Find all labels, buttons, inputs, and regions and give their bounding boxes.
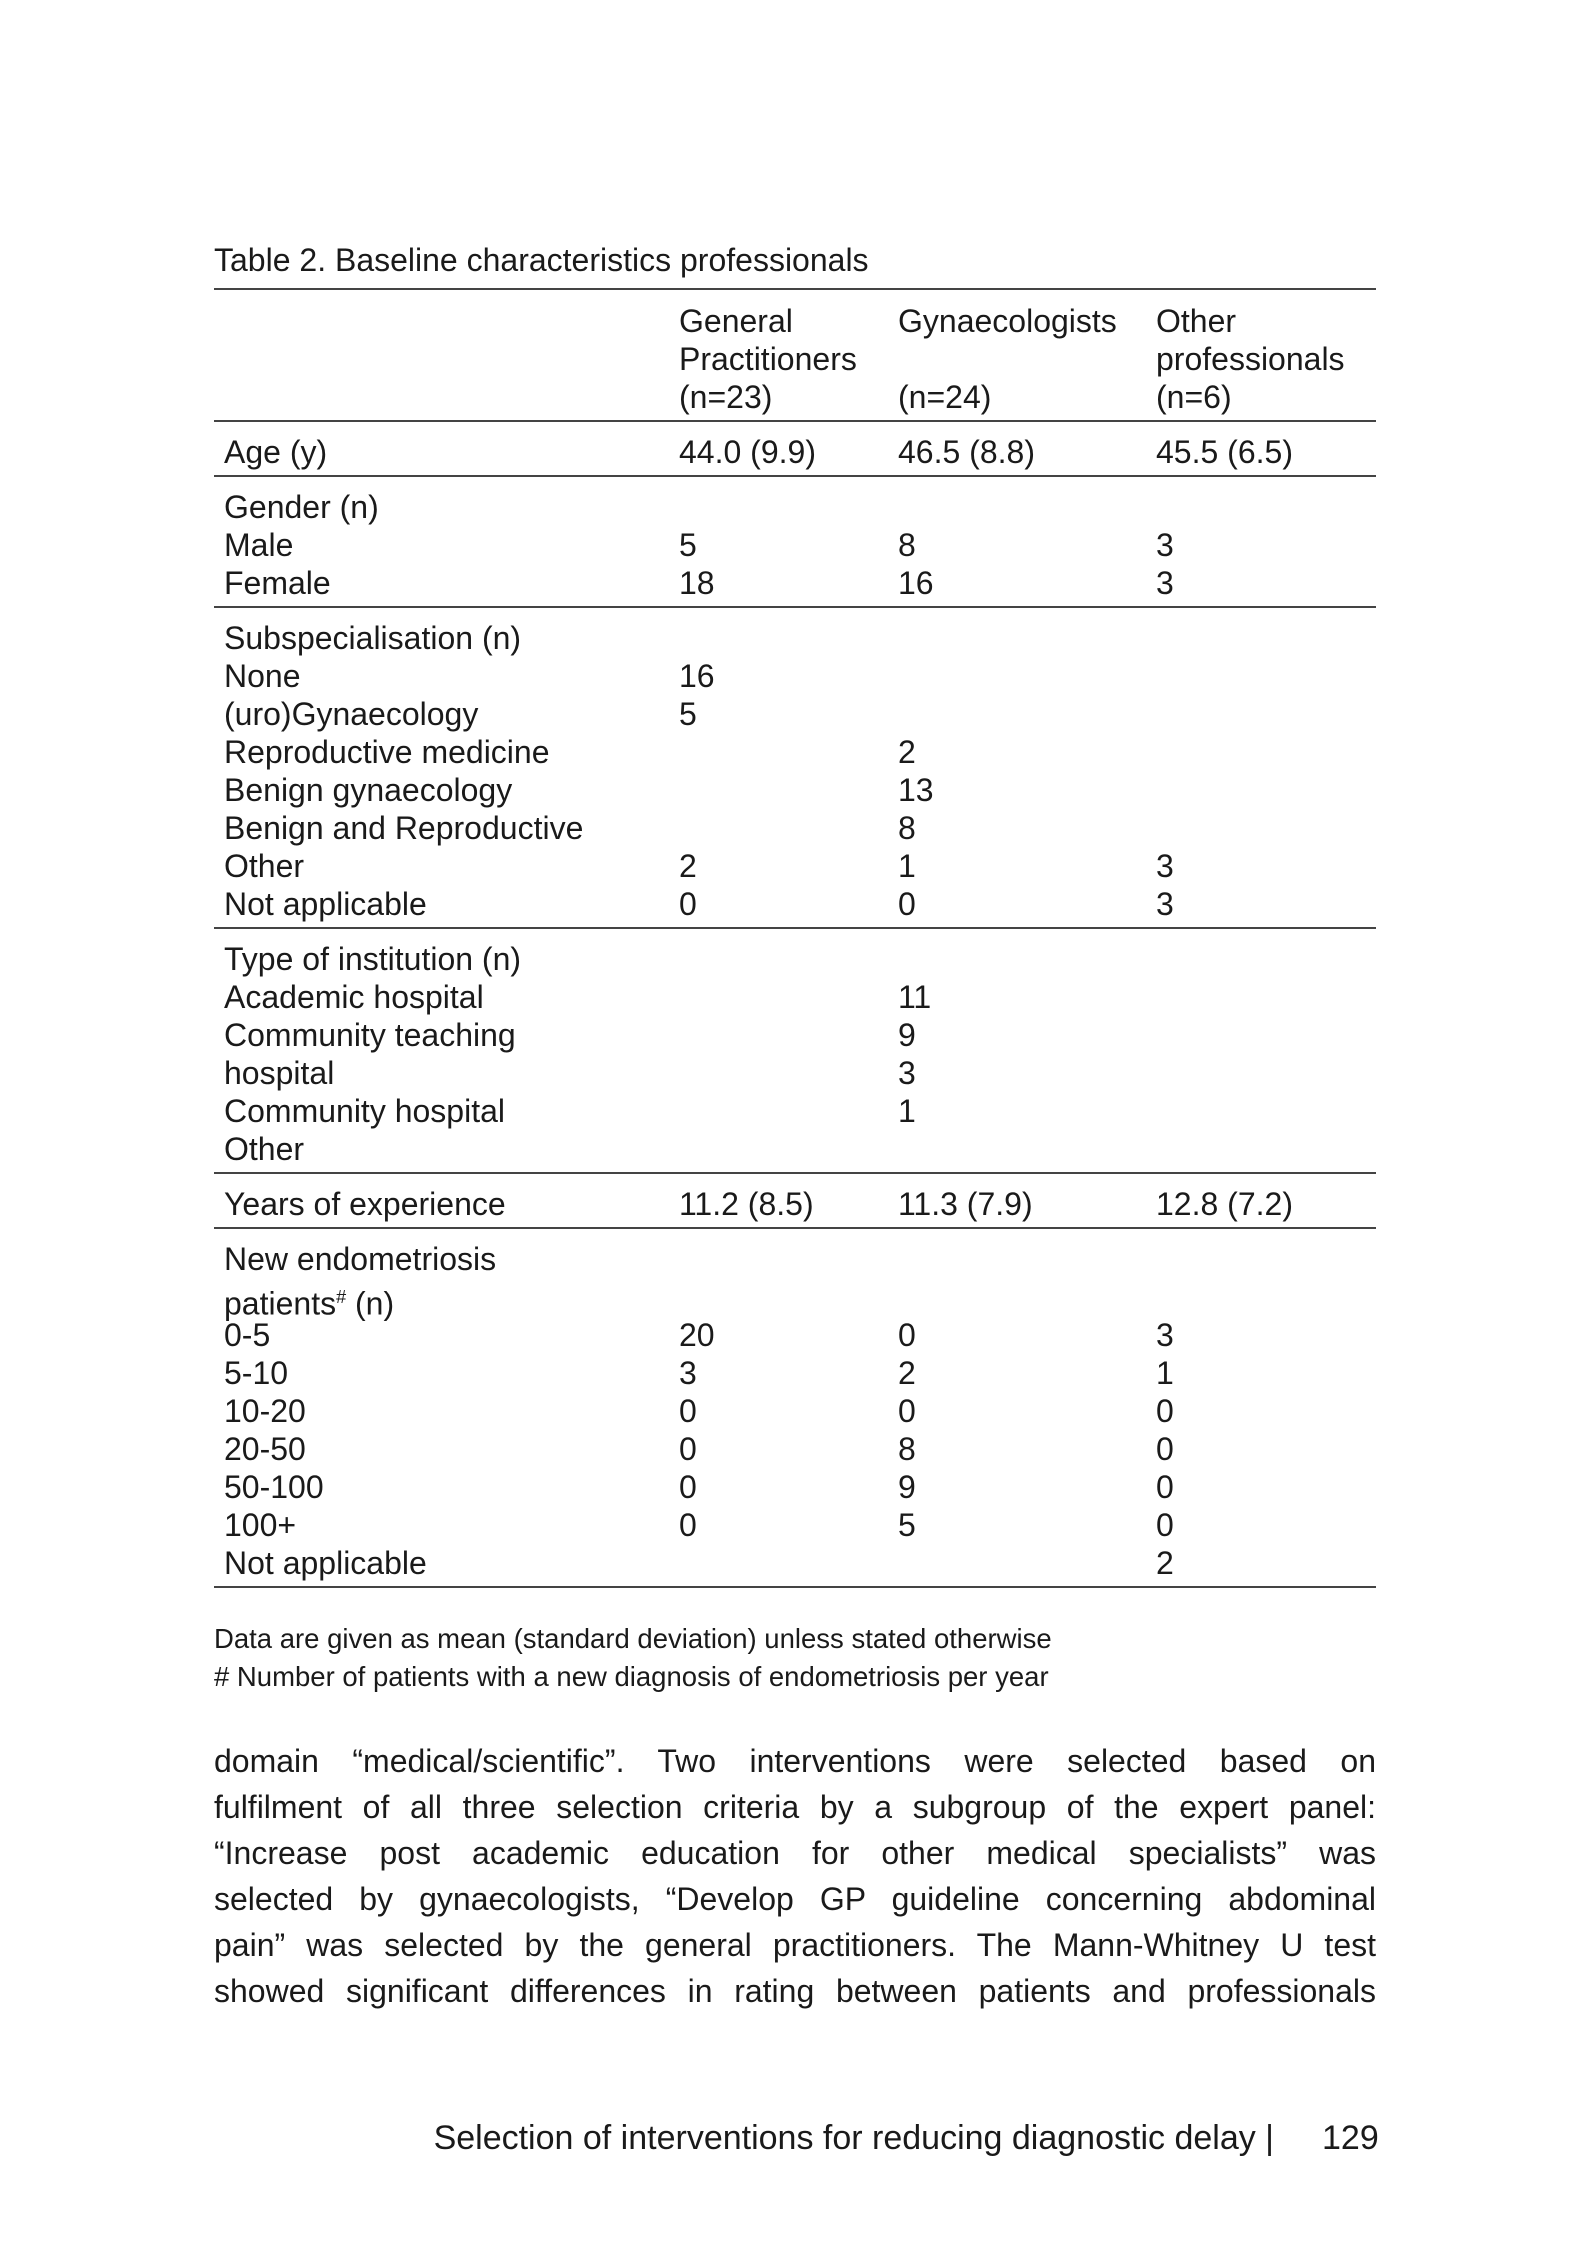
new-patients-row-gyn: 0 bbox=[898, 1317, 916, 1353]
subspec-row-other: 3 bbox=[1156, 886, 1174, 922]
body-text-line: “Increase post academic education for other medical specialists” was bbox=[214, 1835, 1376, 1871]
subspec-row-label: Reproductive medicine bbox=[224, 734, 550, 770]
new-patients-row-other: 3 bbox=[1156, 1317, 1174, 1353]
institution-row-label: hospital bbox=[224, 1055, 335, 1091]
table-bottom-rule bbox=[214, 1586, 1376, 1588]
subspec-row-label: (uro)Gynaecology bbox=[224, 696, 479, 732]
subspec-row-gyn: 1 bbox=[898, 848, 916, 884]
gender-female-gp: 18 bbox=[679, 565, 715, 601]
subspec-row-label: Benign gynaecology bbox=[224, 772, 513, 808]
subspec-row-gp: 5 bbox=[679, 696, 697, 732]
new-patients-row-gp: 0 bbox=[679, 1507, 697, 1543]
header-other-line1: Other bbox=[1156, 303, 1237, 339]
header-gyn-line1: Gynaecologists bbox=[898, 303, 1117, 339]
institution-row-label: Community teaching bbox=[224, 1017, 516, 1053]
subspec-row-gyn: 13 bbox=[898, 772, 934, 808]
row-age-other: 45.5 (6.5) bbox=[1156, 434, 1293, 470]
header-rule bbox=[214, 420, 1376, 422]
new-patients-row-label: 100+ bbox=[224, 1507, 297, 1543]
gender-male-gyn: 8 bbox=[898, 527, 916, 563]
institution-row-gyn: 11 bbox=[898, 979, 932, 1015]
subspec-row-gyn: 2 bbox=[898, 734, 916, 770]
new-patients-row-gp: 20 bbox=[679, 1317, 715, 1353]
new-patients-row-label: 5-10 bbox=[224, 1355, 289, 1391]
running-footer-title: Selection of interventions for reducing diagnostic delay | bbox=[433, 2119, 1274, 2157]
section-rule bbox=[214, 927, 1376, 929]
new-patients-row-gp: 3 bbox=[679, 1355, 697, 1391]
gender-female-label: Female bbox=[224, 565, 331, 601]
new-patients-row-label: Not applicable bbox=[224, 1545, 427, 1581]
new-patients-heading-line2: patients# (n) bbox=[224, 1285, 395, 1322]
header-gp-line2: Practitioners bbox=[679, 341, 857, 377]
subspec-row-gyn: 8 bbox=[898, 810, 916, 846]
subspec-row-label: None bbox=[224, 658, 301, 694]
new-patients-row-gyn: 8 bbox=[898, 1431, 916, 1467]
row-experience-label: Years of experience bbox=[224, 1186, 506, 1222]
new-patients-row-other: 0 bbox=[1156, 1507, 1174, 1543]
institution-row-label: Community hospital bbox=[224, 1093, 505, 1129]
new-patients-row-other: 0 bbox=[1156, 1431, 1174, 1467]
section-rule bbox=[214, 1227, 1376, 1229]
subspec-row-label: Other bbox=[224, 848, 305, 884]
footnote-marker: # bbox=[336, 1287, 347, 1307]
gender-male-label: Male bbox=[224, 527, 294, 563]
institution-row-label: Other bbox=[224, 1131, 305, 1167]
institution-heading: Type of institution (n) bbox=[224, 941, 522, 977]
table-footnote: # Number of patients with a new diagnosis of endometriosis per year bbox=[214, 1661, 1049, 1692]
new-patients-row-gp: 0 bbox=[679, 1393, 697, 1429]
body-text-line: selected by gynaecologists, “Develop GP guideline concerning abdominal bbox=[214, 1881, 1376, 1917]
new-patients-row-gyn: 0 bbox=[898, 1393, 916, 1429]
new-patients-row-gp: 0 bbox=[679, 1431, 697, 1467]
new-patients-row-gp: 0 bbox=[679, 1469, 697, 1505]
subspec-row-label: Not applicable bbox=[224, 886, 427, 922]
new-patients-row-label: 20-50 bbox=[224, 1431, 306, 1467]
gender-female-other: 3 bbox=[1156, 565, 1174, 601]
section-rule bbox=[214, 1172, 1376, 1174]
new-patients-row-gyn: 2 bbox=[898, 1355, 916, 1391]
subspec-row-gp: 2 bbox=[679, 848, 697, 884]
new-patients-heading-line1: New endometriosis bbox=[224, 1241, 497, 1277]
row-age-label: Age (y) bbox=[224, 434, 328, 470]
table-note: Data are given as mean (standard deviation) unless stated otherwise bbox=[214, 1623, 1052, 1654]
body-text-line: domain “medical/scientific”. Two interventions were selected based on bbox=[214, 1743, 1376, 1779]
body-text-line: showed significant differences in rating between patients and professionals bbox=[214, 1973, 1376, 2009]
new-patients-row-label: 10-20 bbox=[224, 1393, 306, 1429]
new-patients-row-other: 0 bbox=[1156, 1469, 1174, 1505]
section-rule bbox=[214, 606, 1376, 608]
subspec-heading: Subspecialisation (n) bbox=[224, 620, 522, 656]
new-patients-row-label: 50-100 bbox=[224, 1469, 324, 1505]
header-gyn-line2: (n=24) bbox=[898, 379, 992, 415]
body-text-line: fulfilment of all three selection criteria by a subgroup of the expert panel: bbox=[214, 1789, 1376, 1825]
header-other-line2: professionals bbox=[1156, 341, 1345, 377]
subspec-row-gyn: 0 bbox=[898, 886, 916, 922]
institution-row-label: Academic hospital bbox=[224, 979, 484, 1015]
new-patients-row-other: 2 bbox=[1156, 1545, 1174, 1581]
row-age-gyn: 46.5 (8.8) bbox=[898, 434, 1035, 470]
new-patients-row-label: 0-5 bbox=[224, 1317, 271, 1353]
institution-row-gyn: 1 bbox=[898, 1093, 916, 1129]
section-rule bbox=[214, 475, 1376, 477]
new-patients-row-gyn: 5 bbox=[898, 1507, 916, 1543]
header-gp-line3: (n=23) bbox=[679, 379, 773, 415]
body-text-line: pain” was selected by the general practitioners. The Mann-Whitney U test bbox=[214, 1927, 1376, 1963]
subspec-row-gp: 16 bbox=[679, 658, 715, 694]
page-number: 129 bbox=[1322, 2119, 1379, 2157]
table-top-rule bbox=[214, 288, 1376, 290]
subspec-row-other: 3 bbox=[1156, 848, 1174, 884]
subspec-row-gp: 0 bbox=[679, 886, 697, 922]
subspec-row-label: Benign and Reproductive bbox=[224, 810, 584, 846]
header-gp-line1: General bbox=[679, 303, 793, 339]
gender-heading: Gender (n) bbox=[224, 489, 379, 525]
gender-male-gp: 5 bbox=[679, 527, 697, 563]
new-patients-row-other: 0 bbox=[1156, 1393, 1174, 1429]
row-experience-gp: 11.2 (8.5) bbox=[679, 1186, 814, 1222]
row-age-gp: 44.0 (9.9) bbox=[679, 434, 816, 470]
header-other-line3: (n=6) bbox=[1156, 379, 1232, 415]
institution-row-gyn: 9 bbox=[898, 1017, 916, 1053]
row-experience-gyn: 11.3 (7.9) bbox=[898, 1186, 1033, 1222]
new-patients-row-other: 1 bbox=[1156, 1355, 1174, 1391]
new-patients-row-gyn: 9 bbox=[898, 1469, 916, 1505]
row-experience-other: 12.8 (7.2) bbox=[1156, 1186, 1293, 1222]
institution-row-gyn: 3 bbox=[898, 1055, 916, 1091]
gender-female-gyn: 16 bbox=[898, 565, 934, 601]
gender-male-other: 3 bbox=[1156, 527, 1174, 563]
table-title: Table 2. Baseline characteristics professionals bbox=[214, 242, 869, 278]
